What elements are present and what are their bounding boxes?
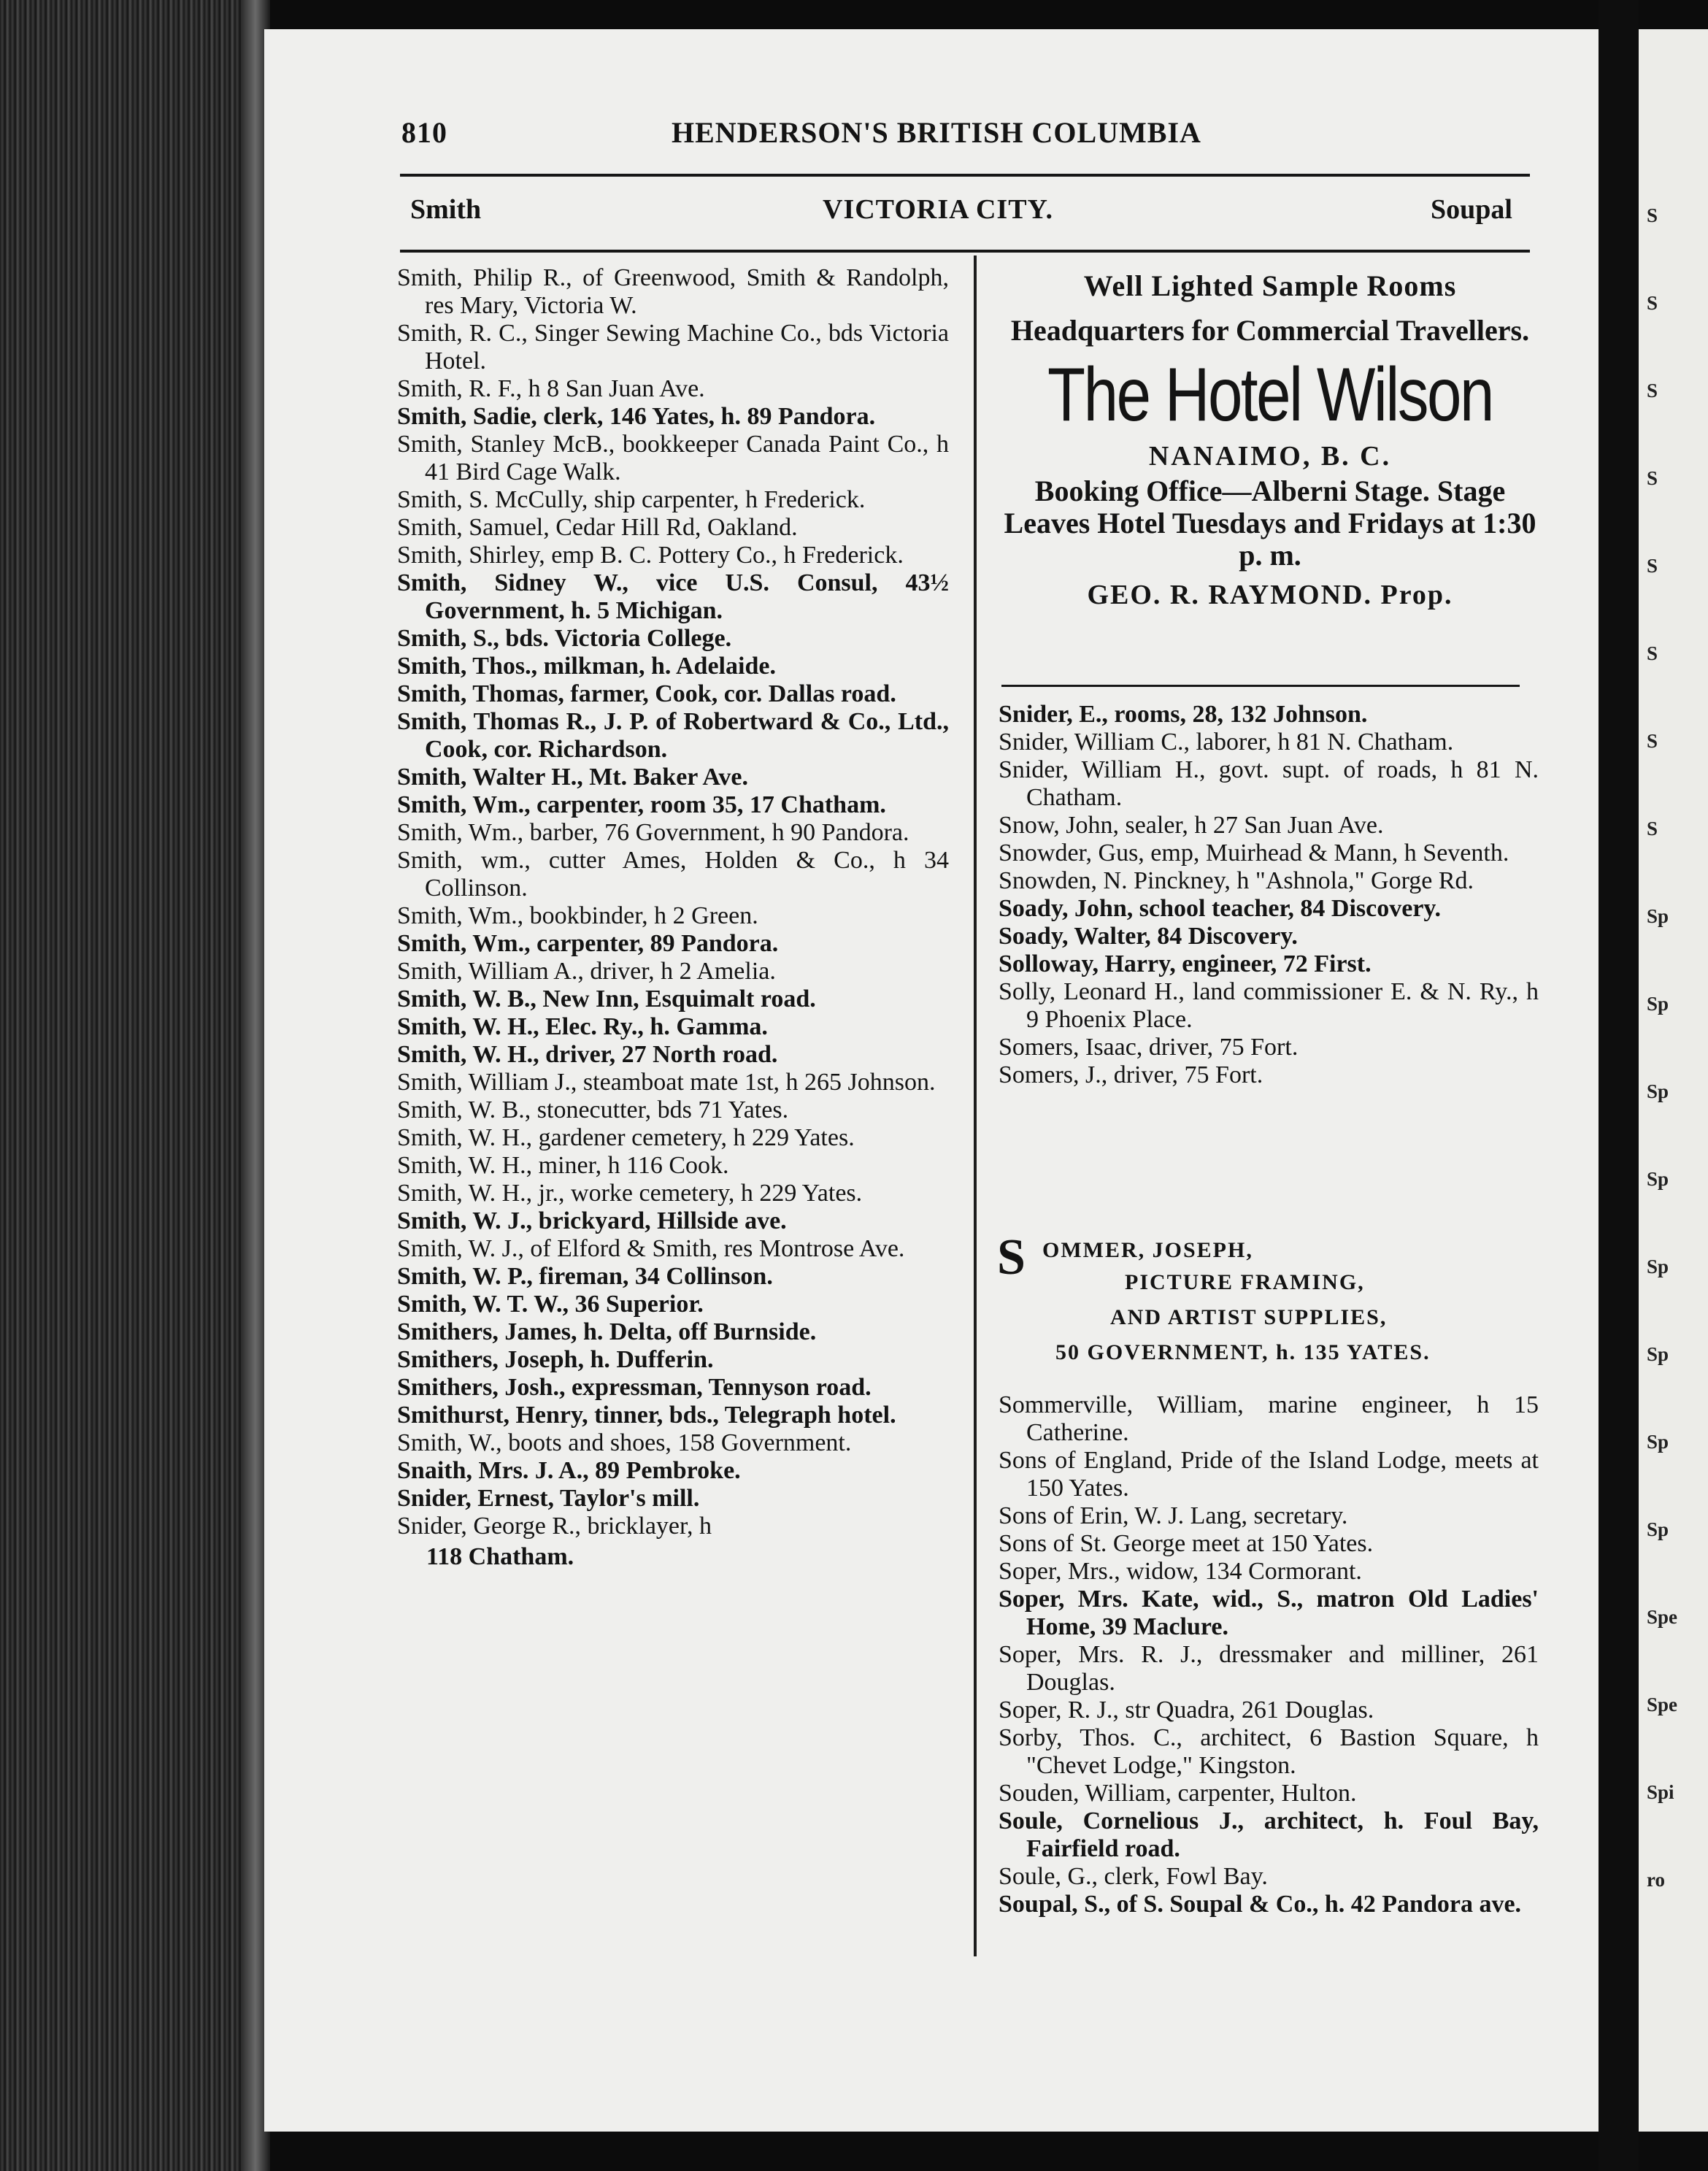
right-column-entries xyxy=(999,701,1539,1089)
hotel-wilson-advert xyxy=(996,269,1544,677)
hotel-name: The Hotel Wilson xyxy=(1047,353,1493,437)
guide-words xyxy=(410,193,1512,230)
directory-entry: Somers, J., driver, 75 Fort. xyxy=(999,1061,1263,1088)
next-page-letter: Spe xyxy=(1647,1694,1678,1715)
directory-entry: Smith, R. C., Singer Sewing Machine Co., bds Victoria Hotel. xyxy=(397,320,949,374)
directory-entry: Snow, John, sealer, h 27 San Juan Ave. xyxy=(999,812,1384,839)
directory-entry: Smith, Sadie, clerk, 146 Yates, h. 89 Pandora. xyxy=(397,403,876,430)
next-page-letter: S xyxy=(1647,467,1658,489)
directory-entry: Smith, Sidney W., vice U.S. Consul, 43½ Government, h. 5 Michigan. xyxy=(397,569,949,624)
directory-entry: Smithurst, Henry, tinner, bds., Telegraph hotel. xyxy=(397,1402,896,1429)
directory-entry: Snider, E., rooms, 28, 132 Johnson. xyxy=(999,701,1368,728)
directory-entry: Smith, Walter H., Mt. Baker Ave. xyxy=(397,764,749,791)
directory-entry: Snaith, Mrs. J. A., 89 Pembroke. xyxy=(397,1457,741,1484)
directory-entry: Snider, George R., bricklayer, h xyxy=(397,1513,712,1540)
directory-entry: Snowder, Gus, emp, Muirhead & Mann, h Seventh. xyxy=(999,839,1509,867)
next-page-letter: Sp xyxy=(1647,1431,1669,1453)
directory-entry: Smith, Wm., carpenter, 89 Pandora. xyxy=(397,930,779,957)
directory-entry: Smith, Wm., carpenter, room 35, 17 Chatham. xyxy=(397,791,886,818)
directory-entry: Sons of Erin, W. J. Lang, secretary. xyxy=(999,1502,1348,1529)
sommer-name: OMMER, JOSEPH, xyxy=(1042,1238,1253,1262)
book-title: HENDERSON'S BRITISH COLUMBIA xyxy=(672,116,1201,149)
next-page-letter: Sp xyxy=(1647,1343,1669,1365)
guide-word-right: Soupal xyxy=(1431,194,1512,225)
directory-entry: Smith, W. B., New Inn, Esquimalt road. xyxy=(397,985,816,1013)
directory-entry: Smith, Stanley McB., bookkeeper Canada Paint Co., h 41 Bird Cage Walk. xyxy=(397,431,949,485)
directory-entry: Snider, William H., govt. supt. of roads, h 81 N. Chatham. xyxy=(999,756,1539,811)
right-column-entries-2 xyxy=(999,1391,1539,1918)
hotel-location: NANAIMO, B. C. xyxy=(1148,441,1392,472)
directory-entry: Smithers, Josh., expressman, Tennyson road. xyxy=(397,1374,872,1401)
next-page-letter: Spe xyxy=(1647,1606,1678,1628)
advert-line-1: Well Lighted Sample Rooms xyxy=(1083,269,1457,302)
directory-entry: Smithers, Joseph, h. Dufferin. xyxy=(397,1346,714,1373)
directory-entry: Soule, Cornelious J., architect, h. Foul Bay, Fairfield road. xyxy=(999,1807,1539,1862)
directory-entry: Smith, Wm., barber, 76 Government, h 90 Pandora. xyxy=(397,819,909,846)
directory-entry: Smith, William A., driver, h 2 Amelia. xyxy=(397,958,776,985)
directory-entry: Smith, R. F., h 8 San Juan Ave. xyxy=(397,375,705,402)
guide-word-left: Smith xyxy=(410,194,482,225)
directory-entry: Soupal, S., of S. Soupal & Co., h. 42 Pandora ave. xyxy=(999,1891,1522,1918)
header-rule xyxy=(400,174,1530,177)
directory-entry: Smith, W. J., brickyard, Hillside ave. xyxy=(397,1207,787,1234)
running-head xyxy=(401,115,1540,152)
directory-entry: Soper, R. J., str Quadra, 261 Douglas. xyxy=(999,1697,1374,1724)
directory-entry: Soper, Mrs., widow, 134 Cormorant. xyxy=(999,1558,1362,1585)
next-page-letter: Sp xyxy=(1647,1080,1669,1102)
directory-entry: Smith, Philip R., of Greenwood, Smith & Randolph, res Mary, Victoria W. xyxy=(397,264,949,319)
directory-entry: Smith, wm., cutter Ames, Holden & Co., h 34 Collinson. xyxy=(397,847,949,902)
directory-entry: Snowden, N. Pinckney, h "Ashnola," Gorge Rd. xyxy=(999,867,1474,894)
directory-entry: Sommerville, William, marine engineer, h 15 Catherine. xyxy=(999,1391,1539,1446)
next-page-letter: Sp xyxy=(1647,1518,1669,1540)
directory-entry: Snider, Ernest, Taylor's mill. xyxy=(397,1485,700,1512)
directory-entry: Soady, Walter, 84 Discovery. xyxy=(999,923,1298,950)
left-column-entries xyxy=(397,264,949,1571)
advert-bottom-rule xyxy=(1001,685,1520,687)
page-gutter xyxy=(1599,0,1639,2171)
directory-entry: Sorby, Thos. C., architect, 6 Bastion Square, h "Chevet Lodge," Kingston. xyxy=(999,1724,1539,1779)
directory-entry: Solly, Leonard H., land commissioner E. & N. Ry., h 9 Phoenix Place. xyxy=(999,978,1539,1033)
directory-entry: Smith, William J., steamboat mate 1st, h 265 Johnson. xyxy=(397,1069,936,1096)
next-page-letter: S xyxy=(1647,292,1658,314)
directory-entry: Smith, Thomas R., J. P. of Robertward & Co., Ltd., Cook, cor. Richardson. xyxy=(397,708,949,763)
sommer-line-2: PICTURE FRAMING, xyxy=(1125,1270,1365,1294)
advert-line-2: Headquarters for Commercial Travellers. xyxy=(1010,314,1530,347)
directory-entry: Smith, W. H., gardener cemetery, h 229 Yates. xyxy=(397,1124,855,1151)
next-page-letter: S xyxy=(1647,204,1658,226)
directory-entry: Smith, W. H., driver, 27 North road. xyxy=(397,1041,778,1068)
next-page-letter: S xyxy=(1647,555,1658,577)
directory-entry: Soper, Mrs. R. J., dressmaker and milliner, 261 Douglas. xyxy=(999,1641,1539,1696)
directory-entry: Smith, W. P., fireman, 34 Collinson. xyxy=(397,1263,773,1290)
next-page-letter: ro xyxy=(1647,1869,1665,1891)
directory-entry: Sons of St. George meet at 150 Yates. xyxy=(999,1530,1374,1557)
next-page-fragment xyxy=(1636,29,1708,2132)
directory-entry: Souden, William, carpenter, Hulton. xyxy=(999,1780,1357,1807)
booking-info: Booking Office—Alberni Stage. Stage Leaves Hotel Tuesdays and Fridays at 1:30 p. m. xyxy=(1004,474,1536,572)
sommer-initial: S xyxy=(997,1229,1026,1286)
proprietor: GEO. R. RAYMOND. Prop. xyxy=(1087,580,1453,610)
directory-entry: Smith, W. T. W., 36 Superior. xyxy=(397,1291,704,1318)
directory-entry: Smith, Wm., bookbinder, h 2 Green. xyxy=(397,902,758,929)
directory-entry: Smith, W. B., stonecutter, bds 71 Yates. xyxy=(397,1096,789,1123)
next-page-letter: S xyxy=(1647,730,1658,752)
subhead-rule xyxy=(400,250,1530,253)
directory-entry: Somers, Isaac, driver, 75 Fort. xyxy=(999,1034,1299,1061)
next-page-letter: S xyxy=(1647,380,1658,401)
next-page-letter: Spi xyxy=(1647,1781,1674,1803)
sommer-line-3: AND ARTIST SUPPLIES, xyxy=(1110,1305,1388,1329)
directory-entry: Smith, W. J., of Elford & Smith, res Montrose Ave. xyxy=(397,1235,905,1262)
column-divider xyxy=(974,255,977,1956)
page-number: 810 xyxy=(401,116,447,149)
book-spine xyxy=(0,0,266,2171)
directory-entry: Solloway, Harry, engineer, 72 First. xyxy=(999,950,1372,977)
sommer-advert xyxy=(997,1229,1541,1378)
directory-entry: Smith, W., boots and shoes, 158 Government. xyxy=(397,1429,852,1456)
directory-entry: Smith, W. H., miner, h 116 Cook. xyxy=(397,1152,729,1179)
directory-entry: Soper, Mrs. Kate, wid., S., matron Old Ladies' Home, 39 Maclure. xyxy=(999,1586,1539,1640)
directory-entry: Smithers, James, h. Delta, off Burnside. xyxy=(397,1318,817,1345)
directory-entry: Smith, S. McCully, ship carpenter, h Frederick. xyxy=(397,486,866,513)
next-page-letter: Sp xyxy=(1647,1256,1669,1277)
directory-entry: Smith, S., bds. Victoria College. xyxy=(397,625,732,652)
sommer-address: 50 GOVERNMENT, h. 135 YATES. xyxy=(1055,1340,1431,1364)
directory-entry: Smith, W. H., Elec. Ry., h. Gamma. xyxy=(397,1013,768,1040)
next-page-letter: Sp xyxy=(1647,1168,1669,1190)
directory-entry: Snider, William C., laborer, h 81 N. Chatham. xyxy=(999,729,1454,756)
next-page-letter: S xyxy=(1647,642,1658,664)
directory-entry: Smith, Samuel, Cedar Hill Rd, Oakland. xyxy=(397,514,798,541)
directory-entry: Smith, Shirley, emp B. C. Pottery Co., h Frederick. xyxy=(397,542,904,569)
next-page-letter: Sp xyxy=(1647,993,1669,1015)
entry-continuation: 118 Chatham. xyxy=(426,1543,574,1570)
city-heading: VICTORIA CITY. xyxy=(823,194,1053,225)
next-page-letter: Sp xyxy=(1647,905,1669,927)
directory-entry: Sons of England, Pride of the Island Lodge, meets at 150 Yates. xyxy=(999,1447,1539,1502)
next-page-letter: S xyxy=(1647,818,1658,839)
directory-entry: Smith, Thos., milkman, h. Adelaide. xyxy=(397,653,776,680)
directory-entry: Soule, G., clerk, Fowl Bay. xyxy=(999,1863,1268,1890)
directory-entry: Smith, W. H., jr., worke cemetery, h 229 Yates. xyxy=(397,1180,863,1207)
directory-entry: Smith, Thomas, farmer, Cook, cor. Dallas road. xyxy=(397,680,896,707)
directory-entry: Soady, John, school teacher, 84 Discovery. xyxy=(999,895,1442,922)
